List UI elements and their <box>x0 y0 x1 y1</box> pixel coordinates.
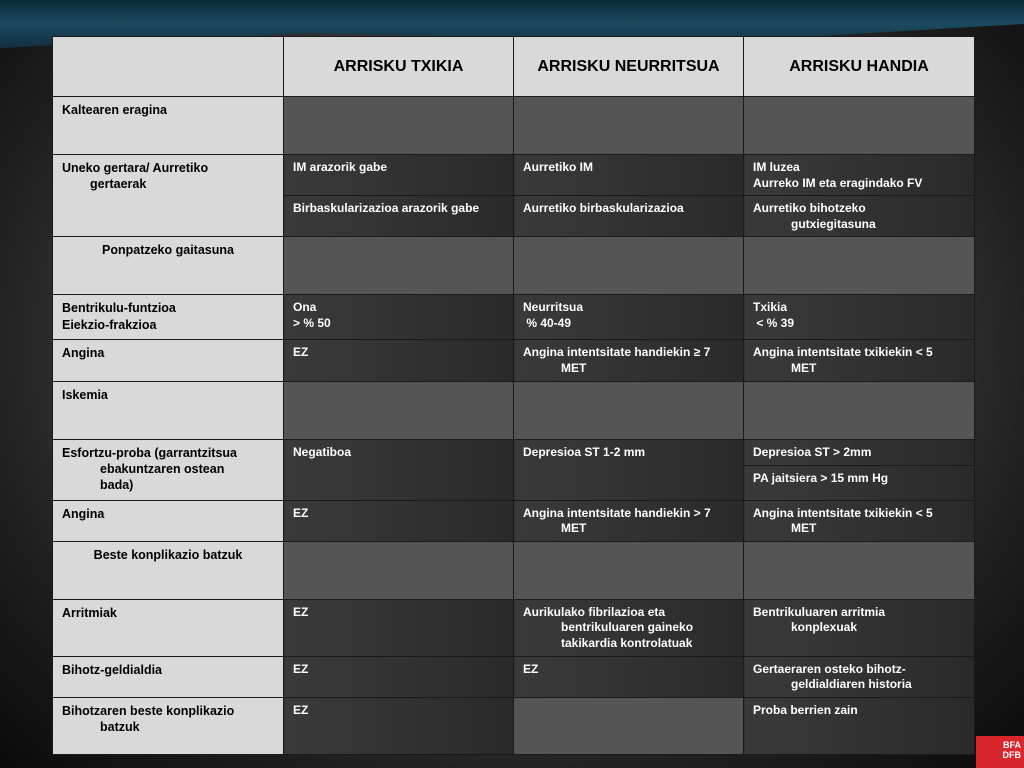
table-cell: EZ <box>284 599 514 656</box>
table-row <box>53 500 975 541</box>
table-cell: Depresioa ST 1-2 mm <box>514 439 744 500</box>
table-cell: EZ <box>284 697 514 754</box>
table-cell <box>514 697 744 754</box>
table-cell: Angina intentsitate handiekin > 7 MET <box>514 500 744 541</box>
row-label: Iskemia <box>53 381 284 439</box>
header-empty <box>53 37 284 97</box>
table-row <box>53 381 975 439</box>
risk-table <box>52 36 975 755</box>
table-cell: Gertaeraren osteko bihotz- geldialdiaren historia <box>744 656 975 697</box>
row-label: Angina <box>53 500 284 541</box>
table-row <box>53 295 975 340</box>
row-label: Esfortzu-proba (garrantzitsua ebakuntzaren ostean bada) <box>53 439 284 500</box>
row-label: Kaltearen eragina <box>53 97 284 155</box>
table-cell <box>284 97 514 155</box>
table-cell: Aurretiko bihotzeko gutxiegitasuna <box>744 196 975 237</box>
table-row <box>53 439 975 465</box>
table-row <box>53 237 975 295</box>
table-cell <box>744 541 975 599</box>
bfa-dfb-logo: BFA DFB <box>976 736 1024 768</box>
table-row <box>53 697 975 754</box>
table-cell: IM arazorik gabe <box>284 155 514 196</box>
table-cell <box>744 381 975 439</box>
table-cell: Txikia < % 39 <box>744 295 975 340</box>
table-cell <box>514 381 744 439</box>
table-cell <box>744 237 975 295</box>
row-label: Ponpatzeko gaitasuna <box>53 237 284 295</box>
table-cell <box>744 97 975 155</box>
header-low-risk: ARRISKU TXIKIA <box>284 37 514 97</box>
table-cell: Depresioa ST > 2mm <box>744 439 975 465</box>
table-cell: Birbaskularizazioa arazorik gabe <box>284 196 514 237</box>
table-cell: Aurretiko IM <box>514 155 744 196</box>
row-label: Bihotzaren beste konplikazio batzuk <box>53 697 284 754</box>
table-cell <box>514 237 744 295</box>
row-label: Bentrikulu-funtzioa Eiekzio-frakzioa <box>53 295 284 340</box>
row-label: Beste konplikazio batzuk <box>53 541 284 599</box>
table-cell: EZ <box>284 500 514 541</box>
table-cell <box>284 237 514 295</box>
table-row <box>53 155 975 196</box>
table-cell: Neurritsua % 40-49 <box>514 295 744 340</box>
row-label: Angina <box>53 340 284 381</box>
table-row <box>53 656 975 697</box>
table-cell: Angina intentsitate txikiekin < 5 MET <box>744 500 975 541</box>
table-header-row <box>53 37 975 97</box>
table-row <box>53 541 975 599</box>
table-cell: EZ <box>514 656 744 697</box>
row-label: Bihotz-geldialdia <box>53 656 284 697</box>
table-cell: Ona > % 50 <box>284 295 514 340</box>
table-cell <box>284 381 514 439</box>
table-cell: Aurikulako fibrilazioa eta bentrikuluaren gaineko takikardia kontrolatuak <box>514 599 744 656</box>
header-high-risk: ARRISKU HANDIA <box>744 37 975 97</box>
header-medium-risk: ARRISKU NEURRITSUA <box>514 37 744 97</box>
row-label: Arritmiak <box>53 599 284 656</box>
table-cell: IM luzea Aurreko IM eta eragindako FV <box>744 155 975 196</box>
table-cell: Proba berrien zain <box>744 697 975 754</box>
table-cell: Aurretiko birbaskularizazioa <box>514 196 744 237</box>
table-row <box>53 599 975 656</box>
table-cell: Angina intentsitate txikiekin < 5 MET <box>744 340 975 381</box>
table-cell <box>514 97 744 155</box>
table-cell: Bentrikuluaren arritmia konplexuak <box>744 599 975 656</box>
table-cell: Negatiboa <box>284 439 514 500</box>
row-label: Uneko gertara/ Aurretiko gertaerak <box>53 155 284 237</box>
table-row <box>53 340 975 381</box>
table-cell: EZ <box>284 656 514 697</box>
table-cell: EZ <box>284 340 514 381</box>
table-cell <box>284 541 514 599</box>
table-cell: PA jaitsiera > 15 mm Hg <box>744 465 975 500</box>
table-cell <box>514 541 744 599</box>
table-row <box>53 97 975 155</box>
table-cell: Angina intentsitate handiekin ≥ 7 MET <box>514 340 744 381</box>
